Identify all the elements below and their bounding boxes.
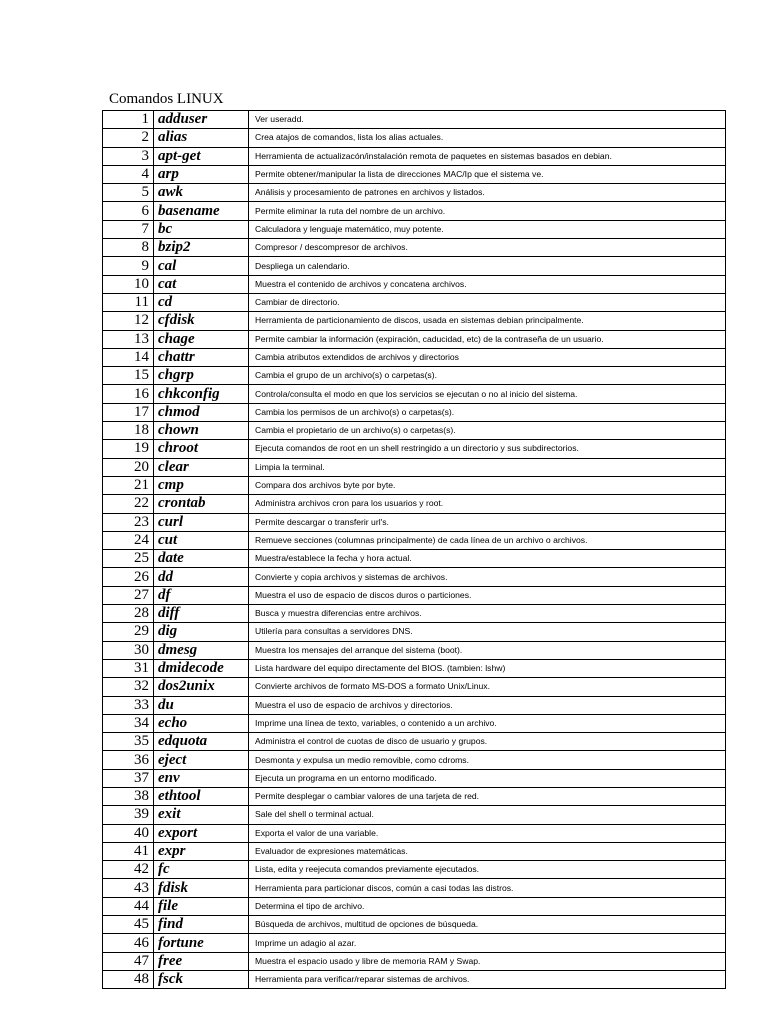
row-number: 1 [103,111,154,129]
table-row [103,476,726,494]
row-number: 36 [103,751,154,769]
row-number: 21 [103,476,154,494]
table-row [103,111,726,129]
command-name: chattr [154,348,249,366]
command-description: Permite eliminar la ruta del nombre de un archivo. [249,202,726,220]
row-number: 28 [103,605,154,623]
table-row [103,257,726,275]
row-number: 26 [103,568,154,586]
command-name: chkconfig [154,385,249,403]
command-description: Herramienta de actualizacón/instalación remota de paquetes en sistemas basados en debian. [249,147,726,165]
command-description: Cambiar de directorio. [249,293,726,311]
command-description: Busca y muestra diferencias entre archivos. [249,605,726,623]
command-name: chroot [154,440,249,458]
table-row [103,239,726,257]
row-number: 5 [103,184,154,202]
command-name: file [154,897,249,915]
row-number: 3 [103,147,154,165]
table-row [103,458,726,476]
command-name: arp [154,165,249,183]
command-name: fdisk [154,879,249,897]
command-name: df [154,586,249,604]
row-number: 16 [103,385,154,403]
row-number: 22 [103,495,154,513]
command-name: dig [154,623,249,641]
command-name: bc [154,220,249,238]
command-name: chmod [154,403,249,421]
row-number: 48 [103,970,154,988]
command-description: Muestra el espacio usado y libre de memoria RAM y Swap. [249,952,726,970]
command-description: Herramienta para verificar/reparar sistemas de archivos. [249,970,726,988]
command-name: chgrp [154,367,249,385]
table-row [103,348,726,366]
command-name: fc [154,861,249,879]
command-description: Permite obtener/manipular la lista de direcciones MAC/Ip que el sistema ve. [249,165,726,183]
table-row [103,550,726,568]
row-number: 32 [103,678,154,696]
command-name: date [154,550,249,568]
commands-table-body [103,111,726,989]
command-description: Determina el tipo de archivo. [249,897,726,915]
table-row [103,806,726,824]
table-row [103,531,726,549]
row-number: 15 [103,367,154,385]
table-row [103,495,726,513]
command-description: Calculadora y lenguaje matemático, muy potente. [249,220,726,238]
table-row [103,440,726,458]
command-name: chage [154,330,249,348]
table-row [103,165,726,183]
command-name: edquota [154,733,249,751]
table-row [103,422,726,440]
table-row [103,184,726,202]
command-description: Herramienta para particionar discos, común a casi todas las distros. [249,879,726,897]
command-name: alias [154,129,249,147]
command-description: Limpia la terminal. [249,458,726,476]
command-description: Ver useradd. [249,111,726,129]
command-description: Imprime un adagio al azar. [249,934,726,952]
command-name: du [154,696,249,714]
command-name: diff [154,605,249,623]
table-row [103,330,726,348]
table-row [103,367,726,385]
command-description: Cambia el grupo de un archivo(s) o carpetas(s). [249,367,726,385]
row-number: 38 [103,787,154,805]
command-name: cut [154,531,249,549]
row-number: 2 [103,129,154,147]
command-name: apt-get [154,147,249,165]
command-description: Muestra el uso de espacio de discos duros o particiones. [249,586,726,604]
row-number: 8 [103,239,154,257]
command-description: Muestra/establece la fecha y hora actual. [249,550,726,568]
row-number: 43 [103,879,154,897]
table-row [103,696,726,714]
row-number: 7 [103,220,154,238]
command-description: Convierte archivos de formato MS-DOS a formato Unix/Linux. [249,678,726,696]
row-number: 35 [103,733,154,751]
table-row [103,952,726,970]
command-description: Controla/consulta el modo en que los servicios se ejecutan o no al inicio del sistema. [249,385,726,403]
row-number: 12 [103,312,154,330]
command-name: chown [154,422,249,440]
table-row [103,879,726,897]
command-description: Desmonta y expulsa un medio removible, como cdroms. [249,751,726,769]
command-description: Permite cambiar la información (expiración, caducidad, etc) de la contraseña de un usuario. [249,330,726,348]
command-description: Utilería para consultas a servidores DNS. [249,623,726,641]
table-row [103,934,726,952]
row-number: 45 [103,916,154,934]
row-number: 25 [103,550,154,568]
table-row [103,970,726,988]
command-name: bzip2 [154,239,249,257]
command-description: Despliega un calendario. [249,257,726,275]
table-row [103,714,726,732]
commands-table [102,110,726,989]
command-name: expr [154,842,249,860]
table-row [103,129,726,147]
command-description: Ejecuta un programa en un entorno modificado. [249,769,726,787]
command-description: Lista, edita y reejecuta comandos previamente ejecutados. [249,861,726,879]
command-name: cat [154,275,249,293]
row-number: 19 [103,440,154,458]
table-row [103,733,726,751]
row-number: 42 [103,861,154,879]
row-number: 46 [103,934,154,952]
command-name: crontab [154,495,249,513]
table-row [103,641,726,659]
row-number: 11 [103,293,154,311]
command-name: cal [154,257,249,275]
row-number: 29 [103,623,154,641]
command-description: Cambia atributos extendidos de archivos y directorios [249,348,726,366]
row-number: 6 [103,202,154,220]
command-name: dd [154,568,249,586]
table-row [103,385,726,403]
command-name: ethtool [154,787,249,805]
row-number: 9 [103,257,154,275]
table-row [103,147,726,165]
table-row [103,586,726,604]
command-name: basename [154,202,249,220]
row-number: 47 [103,952,154,970]
command-description: Búsqueda de archivos, multitud de opciones de búsqueda. [249,916,726,934]
table-row [103,293,726,311]
table-row [103,842,726,860]
command-description: Muestra los mensajes del arranque del sistema (boot). [249,641,726,659]
command-name: adduser [154,111,249,129]
table-row [103,897,726,915]
row-number: 31 [103,659,154,677]
table-row [103,659,726,677]
row-number: 27 [103,586,154,604]
command-description: Lista hardware del equipo directamente del BIOS. (tambien: lshw) [249,659,726,677]
command-name: env [154,769,249,787]
row-number: 20 [103,458,154,476]
table-row [103,787,726,805]
table-row [103,769,726,787]
table-row [103,861,726,879]
command-description: Permite descargar o transferir url's. [249,513,726,531]
command-name: free [154,952,249,970]
command-description: Cambia el propietario de un archivo(s) o carpetas(s). [249,422,726,440]
table-row [103,824,726,842]
command-description: Muestra el contenido de archivos y concatena archivos. [249,275,726,293]
table-row [103,403,726,421]
command-description: Administra el control de cuotas de disco de usuario y grupos. [249,733,726,751]
command-description: Muestra el uso de espacio de archivos y directorios. [249,696,726,714]
command-name: fsck [154,970,249,988]
row-number: 13 [103,330,154,348]
command-name: cd [154,293,249,311]
row-number: 39 [103,806,154,824]
command-name: exit [154,806,249,824]
command-description: Convierte y copia archivos y sistemas de archivos. [249,568,726,586]
row-number: 24 [103,531,154,549]
page-title: Comandos LINUX [109,91,224,107]
command-name: fortune [154,934,249,952]
row-number: 4 [103,165,154,183]
table-row [103,220,726,238]
row-number: 44 [103,897,154,915]
row-number: 34 [103,714,154,732]
row-number: 18 [103,422,154,440]
table-row [103,605,726,623]
table-row [103,678,726,696]
command-description: Crea atajos de comandos, lista los alias actuales. [249,129,726,147]
table-row [103,751,726,769]
command-name: dmidecode [154,659,249,677]
command-description: Remueve secciones (columnas principalmente) de cada línea de un archivo o archivos. [249,531,726,549]
row-number: 10 [103,275,154,293]
row-number: 41 [103,842,154,860]
command-name: cfdisk [154,312,249,330]
command-description: Imprime una línea de texto, variables, o contenido a un archivo. [249,714,726,732]
command-name: clear [154,458,249,476]
row-number: 14 [103,348,154,366]
command-description: Evaluador de expresiones matemáticas. [249,842,726,860]
command-description: Ejecuta comandos de root en un shell restringido a un directorio y sus subdirectorios. [249,440,726,458]
row-number: 23 [103,513,154,531]
command-name: export [154,824,249,842]
command-description: Análisis y procesamiento de patrones en archivos y listados. [249,184,726,202]
command-name: find [154,916,249,934]
row-number: 17 [103,403,154,421]
command-description: Exporta el valor de una variable. [249,824,726,842]
command-name: dos2unix [154,678,249,696]
table-row [103,623,726,641]
command-name: echo [154,714,249,732]
command-name: dmesg [154,641,249,659]
command-name: cmp [154,476,249,494]
row-number: 40 [103,824,154,842]
command-description: Compresor / descompresor de archivos. [249,239,726,257]
command-name: curl [154,513,249,531]
table-row [103,202,726,220]
table-row [103,513,726,531]
row-number: 30 [103,641,154,659]
table-row [103,312,726,330]
table-row [103,568,726,586]
command-description: Sale del shell o terminal actual. [249,806,726,824]
command-description: Permite desplegar o cambiar valores de una tarjeta de red. [249,787,726,805]
command-description: Administra archivos cron para los usuarios y root. [249,495,726,513]
command-name: eject [154,751,249,769]
table-row [103,275,726,293]
command-description: Compara dos archivos byte por byte. [249,476,726,494]
row-number: 33 [103,696,154,714]
command-name: awk [154,184,249,202]
row-number: 37 [103,769,154,787]
command-description: Herramienta de particionamiento de discos, usada en sistemas debian principalmente. [249,312,726,330]
table-row [103,916,726,934]
command-description: Cambia los permisos de un archivo(s) o carpetas(s). [249,403,726,421]
